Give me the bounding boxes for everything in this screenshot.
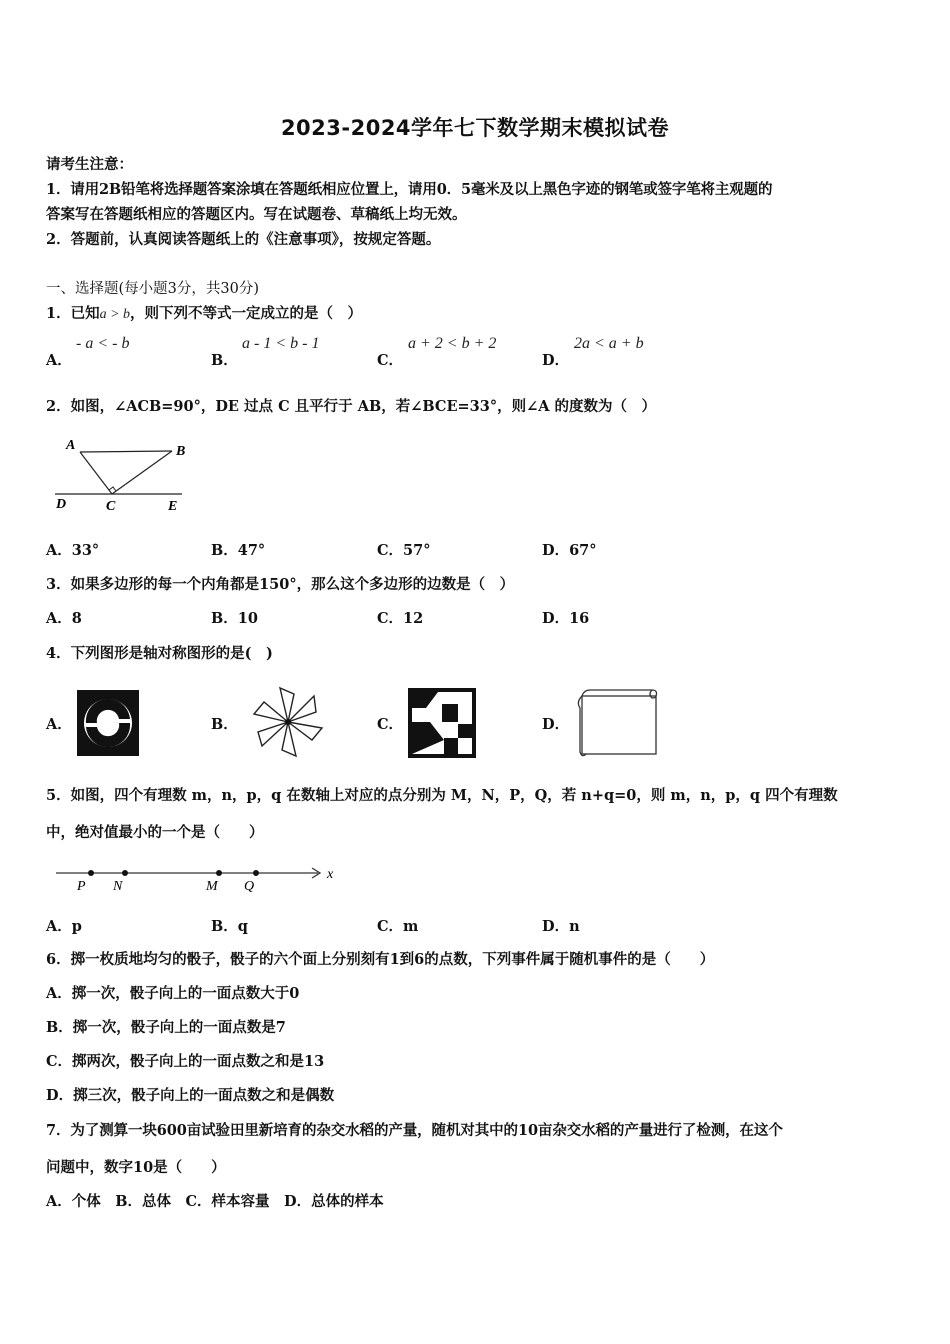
q2-option-b: B．47° xyxy=(211,542,266,559)
q2-stem: 2．如图，∠ACB=90°，DE 过点 C 且平行于 AB，若∠BCE=33°，则∠A 的度数为（ ） xyxy=(46,398,657,415)
point-q xyxy=(253,870,259,876)
q2-triangle-figure xyxy=(50,432,190,514)
q2-option-c: C．57° xyxy=(377,542,431,559)
section-heading: 一、选择题(每小题3分，共30分) xyxy=(46,281,259,297)
point-p-label: P xyxy=(77,879,86,894)
page-title: 2023-2024学年七下数学期末模拟试卷 xyxy=(280,116,670,140)
q7-stem: 7．为了测算一块600亩试验田里新培育的杂交水稻的产量，随机对其中的10亩杂交水稻的产量进行了检测，在这个 xyxy=(46,1122,783,1139)
q5-option-b: B．q xyxy=(211,918,248,935)
q4-stem: 4．下列图形是轴对称图形的是( ) xyxy=(46,645,273,662)
q1-option-c-label: C． xyxy=(377,352,404,369)
q1-option-a-label: A． xyxy=(46,352,72,369)
q4-option-b-label: B． xyxy=(211,716,238,733)
q5-stem: 5．如图，四个有理数 m，n，p，q 在数轴上对应的点分别为 M，N，P，Q，若 n+q=0，则 m，n，p，q 四个有理数 xyxy=(46,787,838,804)
point-p xyxy=(88,870,94,876)
q1-option-b-label: B． xyxy=(211,352,238,369)
q3-option-b: B．10 xyxy=(211,610,258,627)
point-c-label: C xyxy=(106,499,116,514)
q3-stem: 3．如果多边形的每一个内角都是150°，那么这个多边形的边数是（ ） xyxy=(46,576,515,593)
q3-option-c: C．12 xyxy=(377,610,424,627)
point-n xyxy=(122,870,128,876)
notice-heading: 请考生注意： xyxy=(46,156,133,173)
point-m xyxy=(216,870,222,876)
q6-option-d: D．掷三次，骰子向上的一面点数之和是偶数 xyxy=(46,1087,335,1104)
q4-figure-b-pinwheel-icon xyxy=(250,684,326,760)
q6-stem: 6．掷一枚质地均匀的骰子，骰子的六个面上分别刻有1到6的点数，下列事件属于随机事件的是（ ） xyxy=(46,951,715,968)
point-m-label: M xyxy=(206,879,218,894)
segment-cb xyxy=(112,451,172,494)
q4-figure-d-scroll-icon xyxy=(572,688,660,760)
point-b-label: B xyxy=(176,444,186,459)
point-q-label: Q xyxy=(244,879,255,894)
q4-option-a-label: A． xyxy=(46,716,72,733)
q7-options: A．个体 B．总体 C．样本容量 D．总体的样本 xyxy=(46,1193,384,1210)
q5-number-line xyxy=(54,860,344,896)
q7-stem-cont: 问题中，数字10是（ ） xyxy=(46,1159,226,1176)
q4-option-d-label: D． xyxy=(542,716,570,733)
q3-option-d: D．16 xyxy=(542,610,590,627)
right-angle-mark xyxy=(109,487,116,491)
point-e-label: E xyxy=(168,499,178,514)
axis-x-label: x xyxy=(327,867,334,882)
q4-figure-a-icon xyxy=(77,690,139,756)
q3-option-a: A．8 xyxy=(46,610,82,627)
notice-line-1: 1．请用2B铅笔将选择题答案涂填在答题纸相应位置上，请用0．5毫米及以上黑色字迹的钢笔或签字笔将主观题的 xyxy=(46,181,773,198)
q6-option-a: A．掷一次，骰子向上的一面点数大于0 xyxy=(46,985,300,1002)
q1-option-d-label: D． xyxy=(542,352,570,369)
q5-option-a: A．p xyxy=(46,918,82,935)
q6-option-b: B．掷一次，骰子向上的一面点数是7 xyxy=(46,1019,286,1036)
point-a-label: A xyxy=(66,438,76,453)
q6-option-c: C．掷两次，骰子向上的一面点数之和是13 xyxy=(46,1053,325,1070)
point-d-label: D xyxy=(56,497,67,512)
q2-option-a: A．33° xyxy=(46,542,100,559)
notice-line-1-cont: 答案写在答题纸相应的答题区内。写在试题卷、草稿纸上均无效。 xyxy=(46,206,467,223)
q2-option-d: D．67° xyxy=(542,542,597,559)
segment-ab xyxy=(80,451,172,452)
q1-option-a-math: - a < - b xyxy=(76,335,130,352)
q1-option-c-math: a + 2 < b + 2 xyxy=(408,335,497,352)
q1-option-b-math: a - 1 < b - 1 xyxy=(242,335,320,352)
q5-stem-cont: 中，绝对值最小的一个是（ ） xyxy=(46,824,264,841)
point-n-label: N xyxy=(113,879,123,894)
notice-line-2: 2．答题前，认真阅读答题纸上的《注意事项》，按规定答题。 xyxy=(46,231,441,248)
q5-option-c: C．m xyxy=(377,918,419,935)
q4-figure-c-checker-icon xyxy=(408,688,476,758)
q1-stem: 1．已知a > b，则下列不等式一定成立的是（ ） xyxy=(46,305,363,322)
q4-option-c-label: C． xyxy=(377,716,404,733)
q1-option-d-math: 2a < a + b xyxy=(574,335,644,352)
q5-option-d: D．n xyxy=(542,918,580,935)
segment-ac xyxy=(80,452,112,494)
